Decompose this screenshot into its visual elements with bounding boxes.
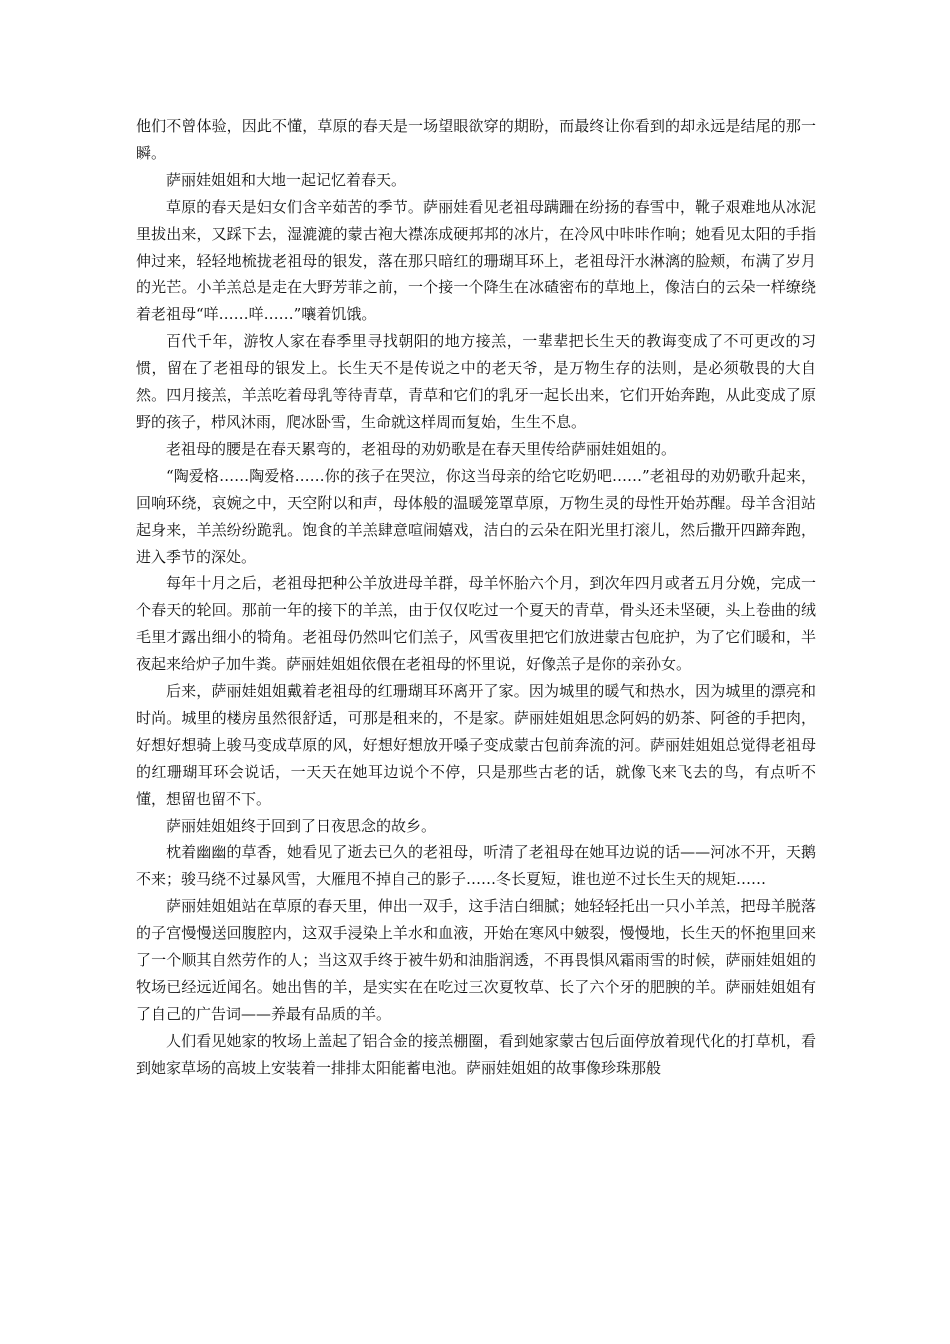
paragraph: 每年十月之后，老祖母把种公羊放进母羊群，母羊怀胎六个月，到次年四月或者五月分娩，完成一个春天的轮回。那前一年的接下的羊羔，由于仅仅吃过一个夏天的青草，骨头还未坚硬，头上卷曲的绒毛里才露出细小的犄角。老祖母仍然叫它们羔子，风雪夜里把它们放进蒙古包庇护，为了它们暖和，半夜起来给炉子加牛粪。萨丽娃姐姐依偎在老祖母的怀里说，好像羔子是你的亲孙女。 [136,574,816,674]
paragraph: 百代千年，游牧人家在春季里寻找朝阳的地方接羔，一辈辈把长生天的教诲变成了不可更改的习惯，留在了老祖母的银发上。长生天不是传说之中的老天爷，是万物生存的法则，是必须敬畏的大自然。四月接羔，羊羔吃着母乳等待青草，青草和它们的乳牙一起长出来，它们开始奔跑，从此变成了原野的孩子，栉风沐雨，爬冰卧雪，生命就这样周而复始，生生不息。 [136,332,816,431]
document-body [136,113,816,1082]
paragraph: “陶爱格……陶爱格……你的孩子在哭泣，你这当母亲的给它吃奶吧……”老祖母的劝奶歌升起来，回响环绕，哀婉之中，天空附以和声，母体般的温暖笼罩草原，万物生灵的母性开始苏醒。母羊含泪站起身来，羊羔纷纷跪乳。饱食的羊羔肆意喧闹嬉戏，洁白的云朵在阳光里打滚儿，然后撒开四蹄奔跑，进入季节的深处。 [136,466,816,566]
paragraph: 他们不曾体验，因此不懂，草原的春天是一场望眼欲穿的期盼，而最终让你看到的却永远是结尾的那一瞬。 [136,117,816,162]
paragraph: 人们看见她家的牧场上盖起了铝合金的接羔棚圈，看到她家蒙古包后面停放着现代化的打草机，看到她家草场的高坡上安装着一排排太阳能蓄电池。萨丽娃姐姐的故事像珍珠那般 [136,1031,816,1077]
paragraph: 后来，萨丽娃姐姐戴着老祖母的红珊瑚耳环离开了家。因为城里的暖气和热水，因为城里的漂亮和时尚。城里的楼房虽然很舒适，可那是租来的，不是家。萨丽娃姐姐思念阿妈的奶茶、阿爸的手把肉，好想好想骑上骏马变成草原的风，好想好想放开嗓子变成蒙古包前奔流的河。萨丽娃姐姐总觉得老祖母的红珊瑚耳环会说话，一天天在她耳边说个不停，只是那些古老的话，就像飞来飞去的鸟，有点听不懂，想留也留不下。 [136,682,816,808]
paragraph: 草原的春天是妇女们含辛茹苦的季节。萨丽娃看见老祖母蹒跚在纷扬的春雪中，靴子艰难地从冰泥里拔出来，又踩下去，湿漉漉的蒙古袍大襟冻成硬邦邦的冰片，在冷风中咔咔作响；她看见太阳的手指伸过来，轻轻地梳拢老祖母的银发，落在那只暗红的珊瑚耳环上，老祖母汗水淋漓的脸颊，布满了岁月的光芒。小羊羔总是走在大野芳菲之前，一个接一个降生在冰碴密布的草地上，像洁白的云朵一样缭绕着老祖母“咩……咩……”嚷着饥饿。 [136,197,816,324]
paragraph: 萨丽娃姐姐站在草原的春天里，伸出一双手，这手洁白细腻；她轻轻托出一只小羊羔，把母羊脱落的子宫慢慢送回腹腔内，这双手浸染上羊水和血液，开始在寒风中皴裂，慢慢地，长生天的怀抱里回来了一个顺其自然劳作的人；当这双手终于被牛奶和油脂润透，不再畏惧风霜雨雪的时候，萨丽娃姐姐的牧场已经远近闻名。她出售的羊，是实实在在吃过三次夏牧草、长了六个牙的肥腴的羊。萨丽娃姐姐有了自己的广告词——养最有品质的羊。 [136,897,816,1023]
paragraph: 萨丽娃姐姐和大地一起记忆着春天。 [166,170,407,189]
paragraph: 萨丽娃姐姐终于回到了日夜思念的故乡。 [166,816,437,835]
paragraph: 老祖母的腰是在春天累弯的，老祖母的劝奶歌是在春天里传给萨丽娃姐姐的。 [166,439,677,458]
paragraph: 枕着幽幽的草香，她看见了逝去已久的老祖母，听清了老祖母在她耳边说的话——河冰不开，天鹅不来；骏马绕不过暴风雪，大雁甩不掉自己的影子……冬长夏短，谁也逆不过长生天的规矩…… [136,843,816,889]
